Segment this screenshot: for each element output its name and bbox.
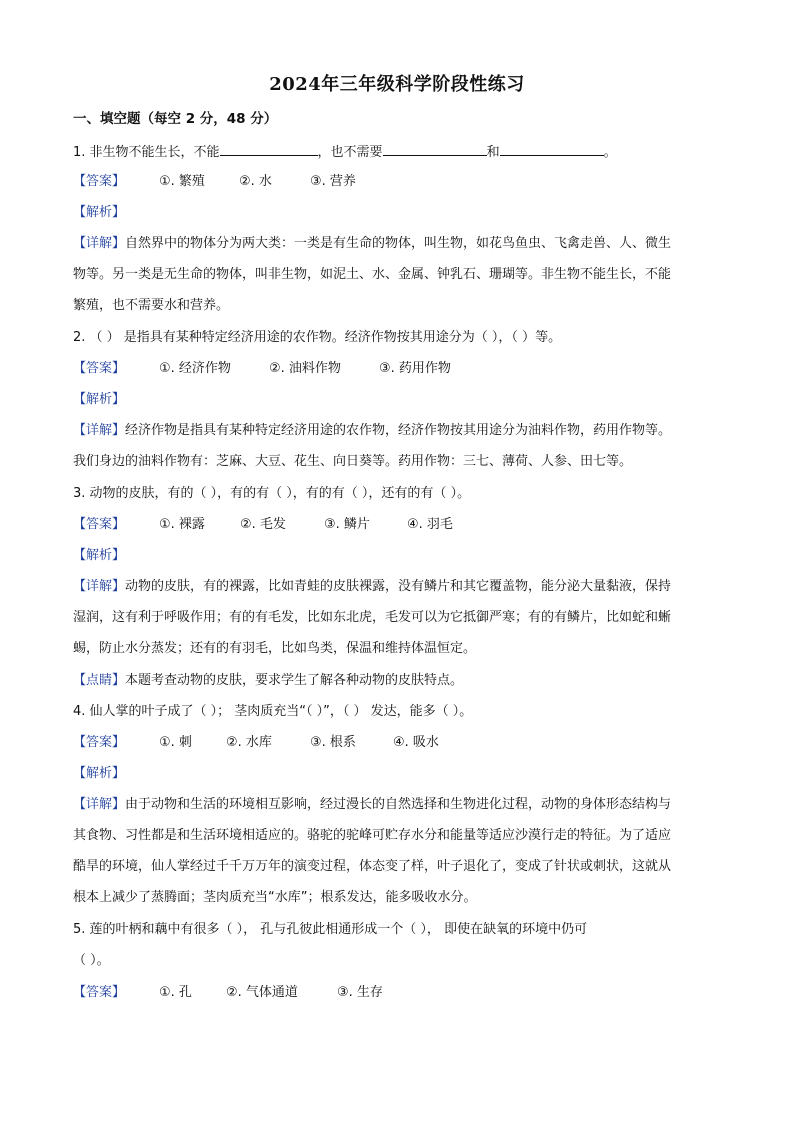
q1-detail-line-1 bbox=[73, 234, 671, 254]
q1-answer-3: ③. 营养 bbox=[310, 174, 356, 189]
analysis-label: 【解析】 bbox=[73, 392, 126, 407]
q3-answer-row bbox=[73, 515, 773, 535]
answer-label: 【答案】 bbox=[73, 361, 126, 376]
q4-detail-line-3: 酷旱的环境，仙人掌经过千千万万年的演变过程，体态变了样，叶子退化了，变成了针状或刺状，这就从 bbox=[73, 859, 672, 874]
q4-answer-1: ①. 刺 bbox=[159, 735, 192, 750]
q4-answer-2: ②. 水库 bbox=[226, 735, 272, 750]
note-text: 本题考查动物的皮肤，要求学生了解各种动物的皮肤特点。 bbox=[125, 673, 464, 688]
section-heading: 一、填空题（每空 2 分，48 分） bbox=[73, 111, 278, 127]
q1-blank-2 bbox=[383, 141, 487, 156]
q1-text-part3: 和 bbox=[486, 145, 500, 160]
detail-text: 动物的皮肤，有的裸露，比如青蛙的皮肤裸露，没有鳞片和其它覆盖物，能分泌大量黏液，保持 bbox=[125, 579, 672, 594]
detail-text: 经济作物是指具有某种特定经济用途的农作物，经济作物按其用途分为油料作物，药用作物等。 bbox=[125, 423, 672, 438]
q2-detail-line-1 bbox=[73, 421, 671, 441]
page-title: 2024年三年级科学阶段性练习 bbox=[269, 74, 525, 95]
q3-answer-2: ②. 毛发 bbox=[240, 517, 286, 532]
q1-text-part1: 1. 非生物不能生长，不能 bbox=[73, 145, 220, 160]
q1-answer-2: ②. 水 bbox=[239, 174, 272, 189]
note-label: 【点睛】 bbox=[73, 673, 126, 688]
q1-blank-3 bbox=[500, 141, 604, 156]
question-3: 3. 动物的皮肤，有的（ ），有的有（ ），有的有（ ），还有的有（ ）。 bbox=[73, 486, 471, 501]
q2-answer-3: ③. 药用作物 bbox=[379, 361, 451, 376]
detail-label: 【详解】 bbox=[73, 423, 126, 438]
q2-answer-2: ②. 油料作物 bbox=[269, 361, 341, 376]
answer-label: 【答案】 bbox=[73, 985, 126, 1000]
detail-text: 自然界中的物体分为两大类：一类是有生命的物体，叫生物，如花鸟鱼虫、飞禽走兽、人、微生 bbox=[125, 236, 672, 251]
q4-detail-line-4: 根本上减少了蒸腾面；茎肉质充当“水库”；根系发达，能多吸收水分。 bbox=[73, 890, 477, 905]
answer-label: 【答案】 bbox=[73, 517, 126, 532]
q1-text-part4: 。 bbox=[603, 145, 617, 160]
q4-detail-line-2: 其食物、习性都是和生活环境相适应的。骆驼的驼峰可贮存水分和能量等适应沙漠行走的特征。为了适应 bbox=[73, 828, 672, 843]
answer-label: 【答案】 bbox=[73, 735, 126, 750]
q2-answer-row bbox=[73, 359, 773, 379]
q1-blank-1 bbox=[220, 141, 318, 156]
q3-answer-4: ④. 羽毛 bbox=[407, 517, 453, 532]
q3-detail-line-1 bbox=[73, 577, 671, 597]
analysis-label: 【解析】 bbox=[73, 548, 126, 563]
question-5-line-1: 5. 莲的叶柄和藕中有很多（ ）， 孔与孔彼此相通形成一个（ ）， 即使在缺氧的环境中仍可 bbox=[73, 922, 588, 937]
q4-detail-line-1 bbox=[73, 795, 671, 815]
detail-label: 【详解】 bbox=[73, 579, 126, 594]
detail-label: 【详解】 bbox=[73, 236, 126, 251]
q3-detail-line-2: 湿润，这有利于呼吸作用；有的有毛发，比如东北虎，毛发可以为它抵御严寒；有的有鳞片，比如蛇和蜥 bbox=[73, 610, 672, 625]
q1-answer-1: ①. 繁殖 bbox=[159, 174, 205, 189]
q5-answer-row bbox=[73, 983, 773, 1003]
q1-text-part2: ，也不需要 bbox=[317, 145, 383, 160]
answer-label: 【答案】 bbox=[73, 174, 126, 189]
q5-answer-3: ③. 生存 bbox=[337, 985, 383, 1000]
q4-answer-3: ③. 根系 bbox=[310, 735, 356, 750]
q1-detail-line-3: 繁殖，也不需要水和营养。 bbox=[73, 298, 230, 313]
question-2: 2. （ ） 是指具有某种特定经济用途的农作物。经济作物按其用途分为（ ），（ ）等。 bbox=[73, 330, 562, 345]
q4-answer-row bbox=[73, 733, 773, 753]
detail-label: 【详解】 bbox=[73, 797, 126, 812]
analysis-label: 【解析】 bbox=[73, 205, 126, 220]
q1-detail-line-2: 物等。另一类是无生命的物体，叫非生物，如泥土、水、金属、钟乳石、珊瑚等。非生物不能生长，不能 bbox=[73, 267, 672, 282]
q4-answer-4: ④. 吸水 bbox=[393, 735, 439, 750]
q3-detail-line-3: 蜴，防止水分蒸发；还有的有羽毛，比如鸟类，保温和维持体温恒定。 bbox=[73, 641, 477, 656]
question-4: 4. 仙人掌的叶子成了（ ）； 茎肉质充当“（ ）”，（ ） 发达，能多（ ）。 bbox=[73, 704, 473, 719]
analysis-label: 【解析】 bbox=[73, 766, 126, 781]
q3-answer-3: ③. 鳞片 bbox=[324, 517, 370, 532]
q5-answer-2: ②. 气体通道 bbox=[226, 985, 298, 1000]
q3-note-line bbox=[73, 671, 463, 691]
q2-detail-line-2: 我们身边的油料作物有：芝麻、大豆、花生、向日葵等。药用作物：三七、薄荷、人参、田七等。 bbox=[73, 454, 633, 469]
q2-answer-1: ①. 经济作物 bbox=[159, 361, 231, 376]
q3-answer-1: ①. 裸露 bbox=[159, 517, 205, 532]
question-5-line-2: （ ）。 bbox=[73, 953, 110, 968]
q5-answer-1: ①. 孔 bbox=[159, 985, 192, 1000]
question-1 bbox=[73, 141, 617, 163]
q1-answer-row bbox=[73, 172, 773, 192]
detail-text: 由于动物和生活的环境相互影响，经过漫长的自然选择和生物进化过程，动物的身体形态结构与 bbox=[125, 797, 672, 812]
